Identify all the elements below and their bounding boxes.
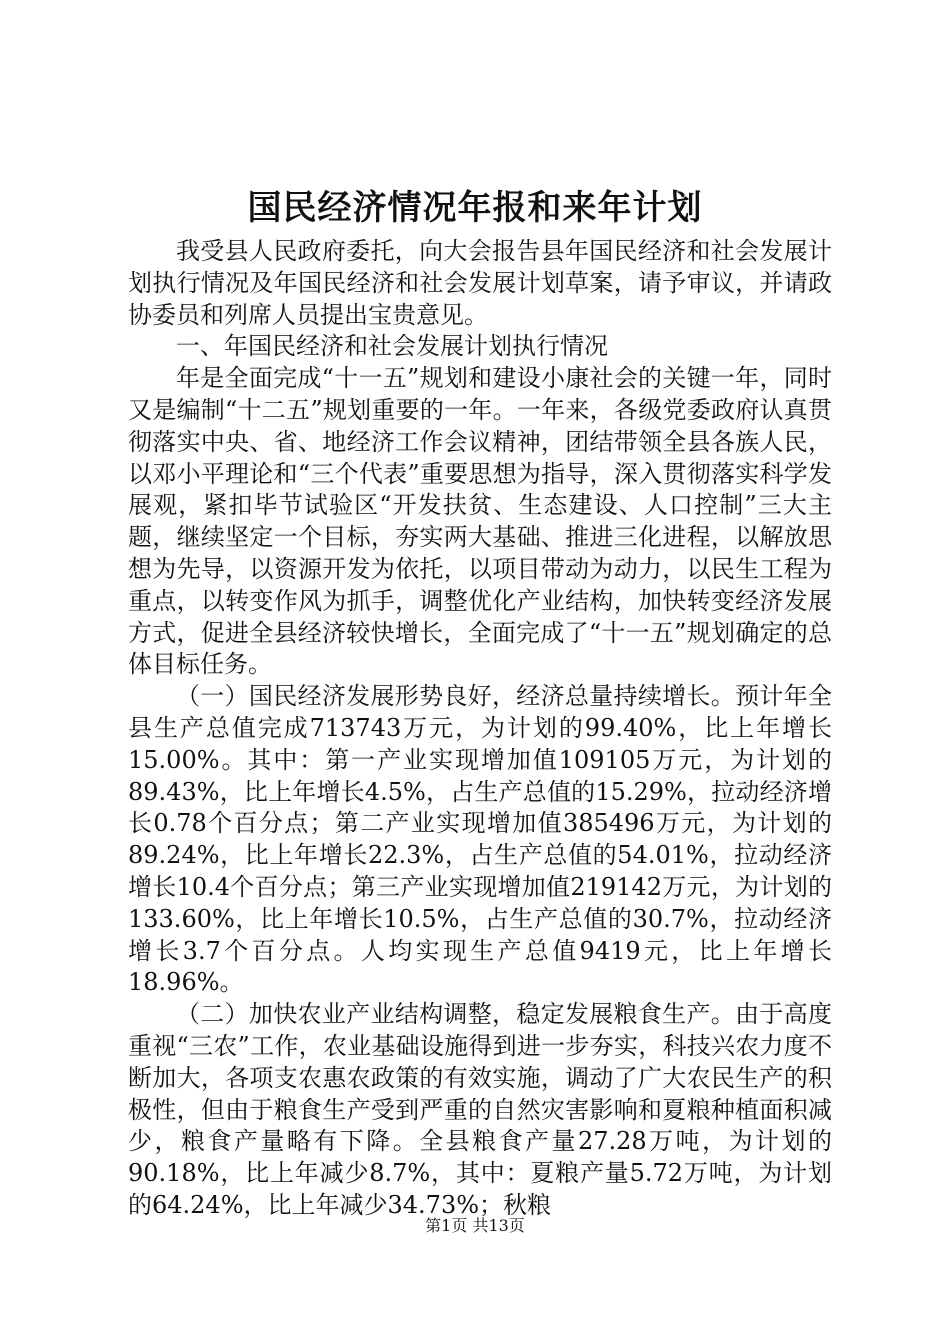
document-title: 国民经济情况年报和来年计划 <box>247 188 703 228</box>
paragraph-economy: （一）国民经济发展形势良好，经济总量持续增长。预计年全县生产总值完成713743万元，为计划的99.40%，比上年增长15.00%。其中：第一产业实现增加值109105万元，为计划的89.43%，比上年增长4.5%，占生产总值的15.29%，拉动经济增长0.78个百分点；第二产业实现增加值385496万元，为计划的89.24%，比上年增长22.3%，占生产总值的54.01%，拉动经济增长10.4个百分点；第三产业实现增加值219142万元，为计划的133.60%，比上年增长10.5%，占生产总值的30.7%，拉动经济增长3.7个百分点。人均实现生产总值9419元，比上年增长18.96%。 <box>128 682 832 997</box>
document-body <box>128 236 832 1222</box>
paragraph-overview: 年是全面完成“十一五”规划和建设小康社会的关键一年，同时又是编制“十二五”规划重要的一年。一年来，各级党委政府认真贯彻落实中央、省、地经济工作会议精神，团结带领全县各族人民，以邓小平理论和“三个代表”重要思想为指导，深入贯彻落实科学发展观，紧扣毕节试验区“开发扶贫、生态建设、人口控制”三大主题，继续坚定一个目标，夯实两大基础、推进三化进程，以解放思想为先导，以资源开发为依托，以项目带动为动力，以民生工程为重点，以转变作风为抓手，调整优化产业结构，加快转变经济发展方式，促进全县经济较快增长，全面完成了“十一五”规划确定的总体目标任务。 <box>128 364 832 679</box>
paragraph-intro: 我受县人民政府委托，向大会报告县年国民经济和社会发展计划执行情况及年国民经济和社会发展计划草案，请予审议，并请政协委员和列席人员提出宝贵意见。 <box>128 237 832 329</box>
paragraph-agriculture: （二）加快农业产业结构调整，稳定发展粮食生产。由于高度重视“三农”工作，农业基础设施得到进一步夯实，科技兴农力度不断加大，各项支农惠农政策的有效实施，调动了广大农民生产的积极性，但由于粮食生产受到严重的自然灾害影响和夏粮种植面积减少，粮食产量略有下降。全县粮食产量27.28万吨，为计划的90.18%，比上年减少8.7%，其中：夏粮产量5.72万吨，为计划的64.24%，比上年减少34.73%；秋粮 <box>128 1000 832 1219</box>
page-footer: 第1页 共13页 <box>425 1216 525 1235</box>
section-heading-1: 一、年国民经济和社会发展计划执行情况 <box>176 332 608 361</box>
